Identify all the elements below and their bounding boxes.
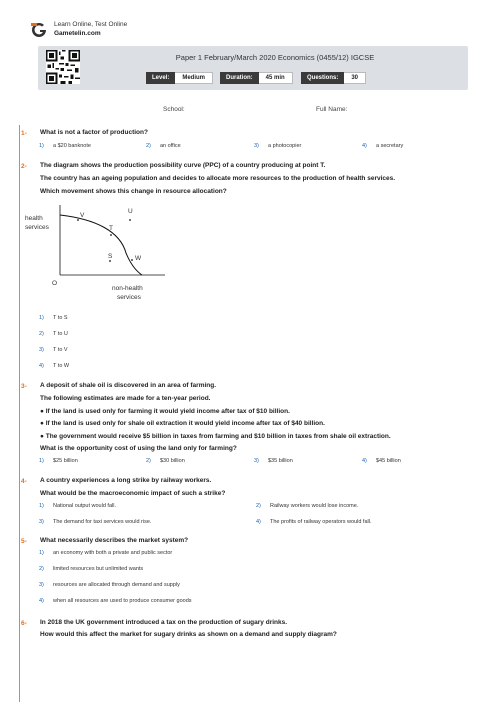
option-text: The demand for taxi services would rise. [53,519,152,525]
question-number: 5- [21,538,27,545]
qr-code-icon [46,50,80,84]
option-text: a photocopier [268,143,302,149]
question-number: 1- [21,130,27,137]
question-text: The diagram shows the production possibility curve (PPC) of a country producing at point T. [40,162,326,169]
option-text: limited resources but unlimited wants [53,566,144,572]
option-number: 1) [39,458,44,464]
brand-tagline: Learn Online, Test Online [54,21,128,28]
option-number: 3) [39,347,44,353]
question-text: What necessarily describes the market system? [40,537,189,544]
question-text: ● If the land is used only for farming it would yield income after tax of $10 billion. [40,408,290,415]
option-text: National output would fall. [53,503,116,509]
point-label: U [128,208,133,215]
option-number: 3) [254,143,259,149]
questions-value: 30 [344,72,366,84]
school-field-label: School: [163,106,185,113]
level-value: Medium [175,72,213,84]
option-number: 3) [39,582,44,588]
ppc-curve [60,215,142,275]
option-number: 4) [39,363,44,369]
question-text: A country experiences a long strike by railway workers. [40,477,212,484]
question-text: In 2018 the UK government introduced a tax on the production of sugary drinks. [40,619,288,626]
option-text: T to W [53,363,70,369]
option-text: an economy with both a private and public sector [53,550,173,556]
y-axis-label: services [25,224,49,231]
x-axis-label: non-health [112,285,143,292]
point-v [77,219,79,221]
option-number: 2) [146,458,151,464]
question-text: A deposit of shale oil is discovered in an area of farming. [40,382,217,389]
question-text: Which movement shows this change in resource allocation? [40,188,227,195]
point-t [110,234,112,236]
paper-title: Paper 1 February/March 2020 Economics (0455/12) IGCSE [175,53,375,62]
option-text: a $20 banknote [53,143,91,149]
brand-site[interactable]: Gametelin.com [54,30,101,37]
option-text: $35 billion [268,458,293,464]
question-text: What is the opportunity cost of using the land only for farming? [40,445,237,452]
option-text: a secretary [376,143,404,149]
option-text: $30 billion [160,458,185,464]
option-number: 1) [39,143,44,149]
duration-badge [220,72,293,84]
option-text: T to V [53,347,68,353]
option-number: 2) [256,503,261,509]
option-number: 4) [256,519,261,525]
point-label: W [135,255,142,262]
option-text: T to U [53,331,68,337]
point-u [129,219,131,221]
point-label: V [80,212,85,219]
question-text: The country has an ageing population and decides to allocate more resources to the production of health services. [40,175,396,182]
point-s [109,260,111,262]
question-text: The following estimates are made for a ten-year period. [40,395,211,402]
option-number: 3) [254,458,259,464]
x-axis-label: services [117,294,141,301]
option-number: 1) [39,550,44,556]
option-number: 1) [39,315,44,321]
questions-badge [301,72,366,84]
option-text: an office [160,143,181,149]
point-label: S [108,253,113,260]
question-text: What is not a factor of production? [40,129,148,136]
question-number: 4- [21,478,27,485]
option-number: 2) [39,566,44,572]
option-text: when all resources are used to produce consumer goods [53,598,192,604]
question-text: ● If the land is used only for shale oil extraction it would yield income after tax of $40 billion. [40,420,325,427]
option-number: 1) [39,503,44,509]
fullname-field-label: Full Name: [316,106,348,113]
option-number: 4) [39,598,44,604]
option-text: resources are allocated through demand and supply [53,582,180,588]
option-text: The profits of railway operators would fall. [270,519,372,525]
option-text: Railway workers would lose income. [270,503,359,509]
point-label: T [109,225,113,232]
option-text: T to S [53,315,68,321]
level-label: Level: [146,72,175,84]
point-w [131,259,133,261]
option-number: 3) [39,519,44,525]
questions-label: Questions: [301,72,344,84]
option-number: 2) [39,331,44,337]
level-badge [146,72,213,84]
duration-label: Duration: [220,72,259,84]
question-text: What would be the macroeconomic impact of such a strike? [40,490,226,497]
option-number: 4) [362,458,367,464]
origin-label: O [52,280,58,287]
y-axis-label: health [25,215,43,222]
question-text: ● The government would receive $5 billion in taxes from farming and $10 billion in taxes from shale oil extraction. [40,433,391,440]
ppc-diagram [20,203,180,303]
question-number: 3- [21,383,27,390]
question-number: 6- [21,620,27,627]
question-number: 2- [21,163,27,170]
option-text: $45 billion [376,458,401,464]
question-text: How would this affect the market for sugary drinks as shown on a demand and supply diagram? [40,631,337,638]
gametelin-logo-icon [30,22,48,38]
option-number: 2) [146,143,151,149]
duration-value: 45 min [259,72,293,84]
option-number: 4) [362,143,367,149]
option-text: $25 billion [53,458,78,464]
